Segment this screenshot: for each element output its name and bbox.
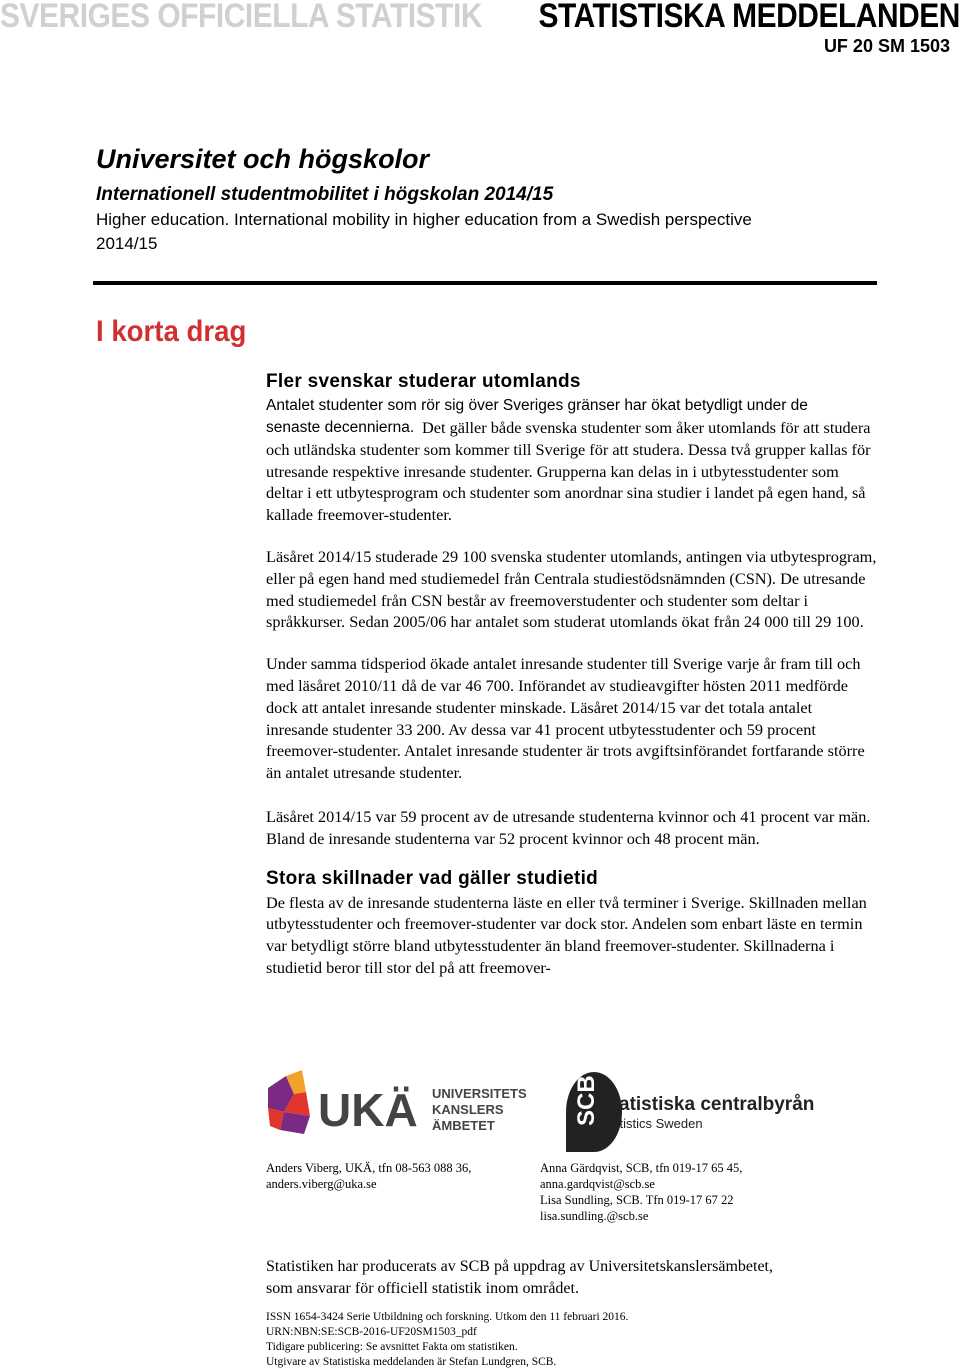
english-title <box>96 208 856 256</box>
paragraph-incoming: Under samma tidsperiod ökade antalet inresande studenter till Sverige varje år fram till och med läsåret 2010/11 då de var 46 700. Införandet av studieavgifter hösten 2011 medförde dock att antalet inresande studenter minskade. Läsåret 2014/15 var det totala antalet inresande studenter 33 200. Av dessa var 41 procent utbytesstudenter och 59 procent freemover-studenter. Antalet inresande studenter är trots avgiftsinförandet fortfarande större än antalet utresande studenter. <box>266 654 865 783</box>
banner-statistical-reports: STATISTISKA MEDDELANDEN <box>538 0 960 35</box>
paragraph-outgoing: Läsåret 2014/15 studerade 29 100 svenska studenter utomlands, antingen via utbytesprogram, eller på egen hand med studiemedel från Centrala studiestödsnämnden (CSN). De utresande med studiemedel från CSN består av freemoverstudenter och studenter som deltar i språkkurser. Sedan 2005/06 har antalet som studerat utomlands ökat från 24 000 till 29 100. <box>266 546 877 632</box>
page-subtitle: Internationell studentmobilitet i högskolan 2014/15 <box>96 184 554 205</box>
section-heading-study-time: Stora skillnader vad gäller studietid <box>266 867 599 889</box>
scb-name: Statistiska centralbyrån <box>600 1094 815 1115</box>
contact-uka-email[interactable]: anders.viberg@uka.se <box>266 1177 377 1191</box>
logos <box>266 1068 878 1152</box>
summary-content <box>266 369 878 979</box>
footer-publisher: Utgivare av Statistiska meddelanden är Stefan Lundgren, SCB. <box>266 1356 557 1368</box>
publication-footer <box>266 1310 878 1370</box>
series-code: UF 20 SM 1503 <box>823 36 950 56</box>
uka-name-line1: UNIVERSITETS <box>432 1086 527 1101</box>
contact-scb-line3: Lisa Sundling, SCB. Tfn 019-17 67 22 <box>540 1193 734 1207</box>
english-title-line1: Higher education. International mobility in higher education from a Swedish perspective <box>96 210 752 229</box>
footer-urn: URN:NBN:SE:SCB-2016-UF20SM1503_pdf <box>266 1326 477 1338</box>
contact-scb-email1[interactable]: anna.gardqvist@scb.se <box>540 1177 655 1191</box>
contact-uka <box>266 1160 526 1192</box>
scb-mark-text: SCB <box>573 1075 600 1126</box>
footer-previous-publication: Tidigare publicering: Se avsnittet Fakta om statistiken. <box>266 1341 518 1353</box>
paragraph-gender: Läsåret 2014/15 var 59 procent av de utresande studenterna kvinnor och 41 procent var män. Bland de inresande studenterna var 52 procent kvinnor och 48 procent män. <box>266 806 871 848</box>
logos-graphic <box>266 1068 878 1152</box>
uka-name-line2: KANSLERS <box>432 1102 504 1117</box>
producer-statement <box>266 1256 878 1299</box>
summary-heading: I korta drag <box>96 315 247 348</box>
scb-logo <box>566 1072 814 1152</box>
footer-issn: ISSN 1654-3424 Serie Utbildning och forskning. Utkom den 11 februari 2016. <box>266 1311 629 1323</box>
banner-official-statistics: SVERIGES OFFICIELLA STATISTIK <box>0 0 483 35</box>
paragraph-mobility-groups: Det gäller både svenska studenter som åker utomlands för att studera och utländska studenter som kommer till Sverige för att studera. Dessa två grupper kallas för utresande respektive inresande studenter. Grupperna kan delas in i utbytesstudenter som deltar i ett utbytesprogram och studenter som anordnar sina studier i landet på egen hand, så kallade freemover-studenter. <box>266 418 871 525</box>
uka-logo <box>268 1070 527 1136</box>
producer-line2: som ansvarar för officiell statistik inom området. <box>266 1279 579 1297</box>
paragraph-study-time: De flesta av de inresande studenterna läste en eller två terminer i Sverige. Skillnaden mellan utbytesstudenter och freemover-studenter var dock stor. Andelen som enbart läste en termin var betydligt större bland utbytesstudenter än bland freemover-studenter. Skillnaderna i studietid beror till stor del på att freemover- <box>266 892 867 977</box>
publication-banner <box>0 0 960 40</box>
contact-scb-line1: Anna Gärdqvist, SCB, tfn 019-17 65 45, <box>540 1161 743 1175</box>
producer-line1: Statistiken har producerats av SCB på uppdrag av Universitetskanslersämbetet, <box>266 1258 773 1275</box>
lead-line1: Antalet studenter som rör sig över Sveriges gränser har ökat betydligt under de <box>266 397 808 414</box>
contact-uka-line1: Anders Viberg, UKÄ, tfn 08-563 088 36, <box>266 1161 472 1175</box>
section-heading-abroad: Fler svenskar studerar utomlands <box>266 371 581 392</box>
contact-scb <box>540 1160 840 1224</box>
uka-mark-text: UKÄ <box>318 1084 418 1136</box>
uka-name-line3: ÄMBETET <box>432 1118 495 1133</box>
lead-line2: senaste decennierna. <box>266 419 415 436</box>
scb-name-en: Statistics Sweden <box>600 1116 703 1131</box>
english-title-line2: 2014/15 <box>96 234 158 253</box>
page-title: Universitet och högskolor <box>96 144 430 174</box>
contact-scb-email2[interactable]: lisa.sundling.@scb.se <box>540 1209 649 1223</box>
horizontal-rule <box>93 281 877 285</box>
